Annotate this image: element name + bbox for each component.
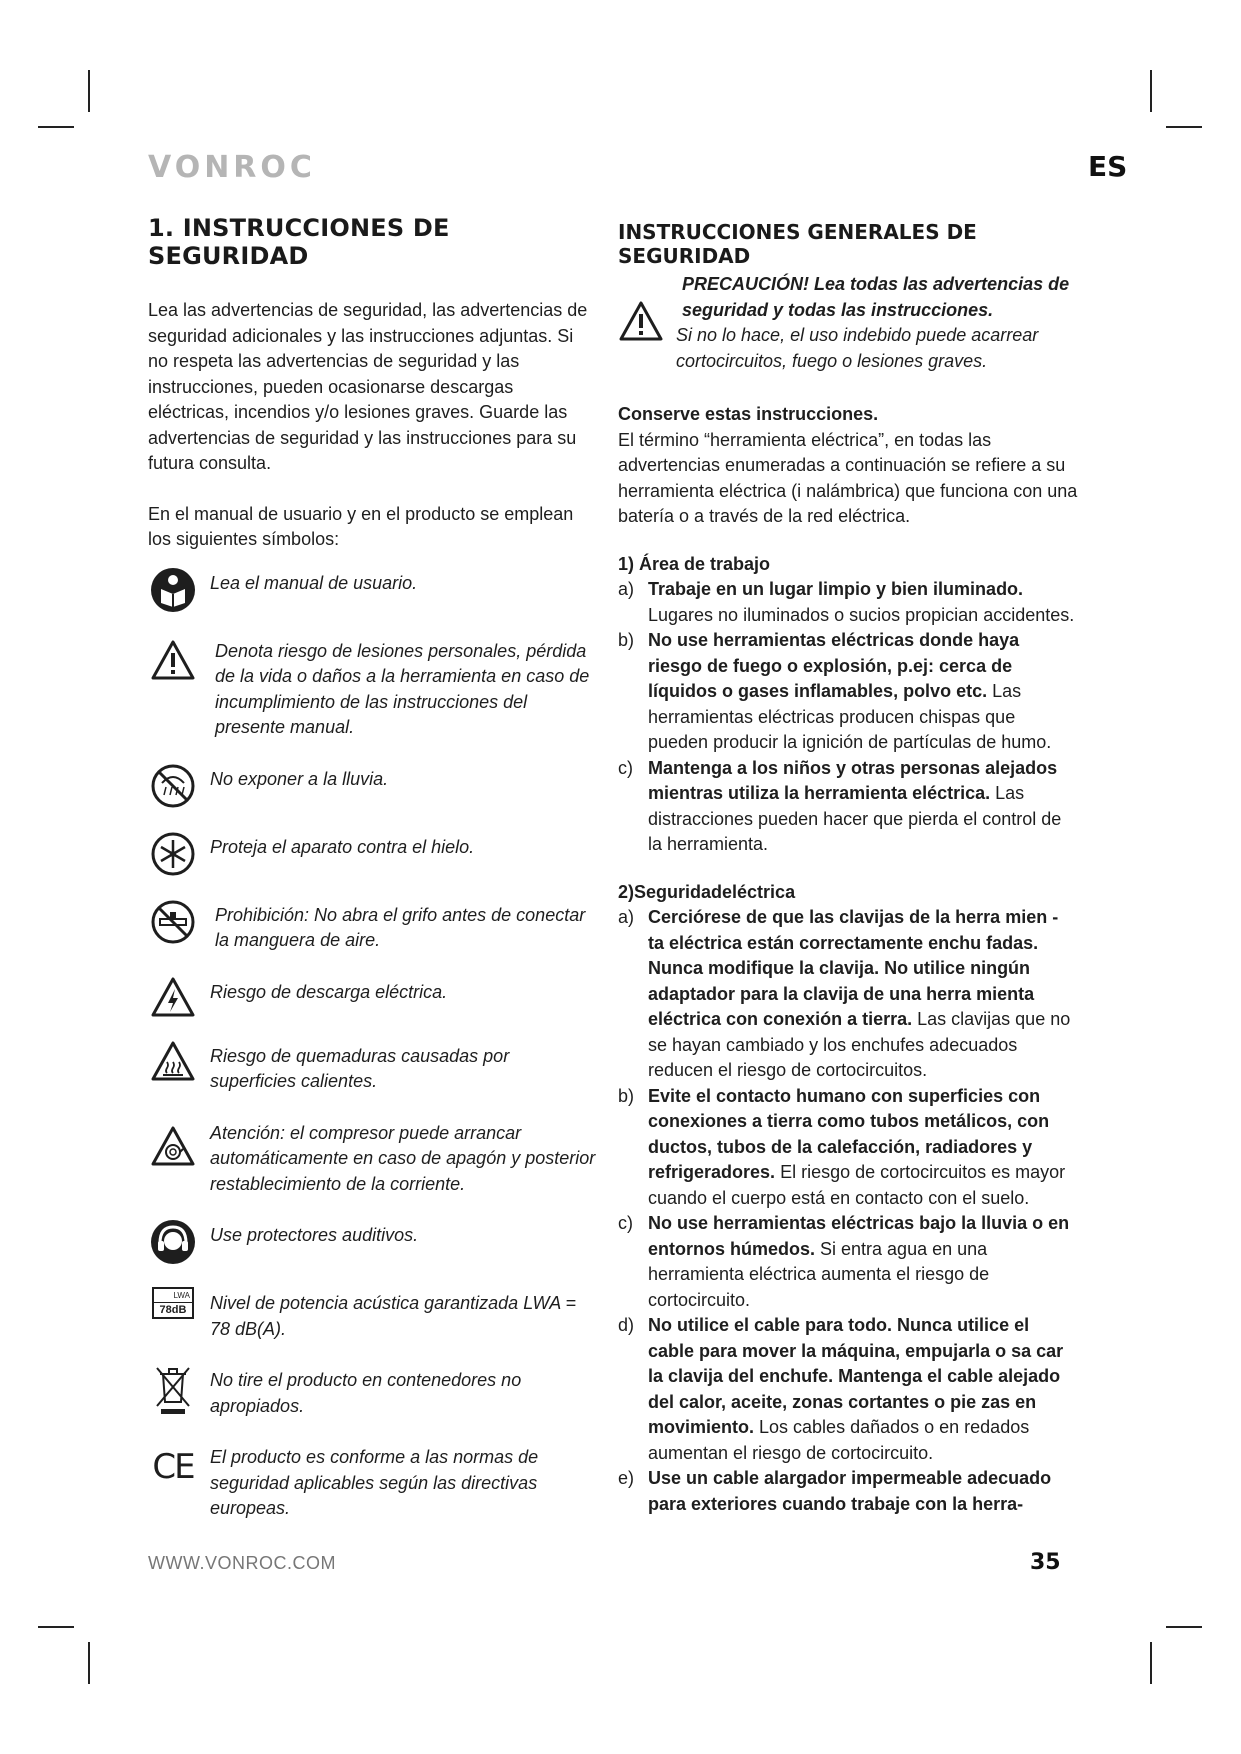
item-bold: No utilice el cable para todo. Nunca utilice el cable para mover la máquina, empujarla o sa car la clavija del enchufe. Mantenga el cable alejado del calor, aceite, zonas cortantes o pie zas en movimiento.	[648, 1315, 1064, 1437]
symbol-text: Atención: el compresor puede arrancar automáticamente en caso de apagón y posterior restablecimiento de la corriente.	[210, 1122, 596, 1194]
symbol-item	[148, 899, 598, 954]
item-text: Las clavijas que no se hayan cambiado y los enchufes adecuados reducen el riesgo de cortocircuitos.	[648, 1009, 1071, 1080]
general-safety-title: INSTRUCCIONES GENERALES DE SEGURIDAD	[618, 220, 977, 268]
sound-level-badge-value: 78dB	[159, 1304, 187, 1316]
symbol-text: Nivel de potencia acústica garantizada LWA = 78 dB(A).	[210, 1293, 577, 1339]
electric-shock-icon	[150, 976, 196, 1018]
list-item	[618, 1466, 1078, 1517]
crop-mark	[1166, 126, 1202, 128]
symbol-item	[148, 567, 598, 613]
symbol-text: Lea el manual de usuario.	[210, 572, 418, 593]
symbol-item	[148, 1364, 598, 1419]
symbol-item	[148, 1287, 598, 1342]
item-bold: Mantenga a los niños y otras personas alejados mientras utiliza la herramienta eléctrica.	[648, 757, 1058, 803]
item-text: Lugares no iluminados o sucios propician accidentes.	[648, 604, 1075, 625]
sound-level-badge-top: LWA	[154, 1289, 192, 1303]
symbol-text: El producto es conforme a las normas de seguridad aplicables según las directivas europeas.	[210, 1447, 539, 1518]
crop-mark	[1166, 1626, 1202, 1628]
crop-mark	[38, 126, 74, 128]
item-text: El riesgo de cortocircuitos es mayor cuando el cuerpo está en contacto con el suelo.	[648, 1162, 1066, 1208]
item-label: b)	[618, 1085, 635, 1106]
symbol-item	[148, 1117, 598, 1198]
item-text: Las distracciones pueden hacer que pierda el control de la herramienta.	[648, 783, 1062, 854]
item-text: Los cables dañados o en redados aumentan el riesgo de cortocircuito.	[648, 1417, 1030, 1463]
symbol-text: Prohibición: No abra el grifo antes de conectar la manguera de aire.	[215, 904, 586, 950]
list-item	[618, 1084, 1078, 1212]
symbol-item	[148, 1441, 598, 1522]
list-item	[618, 1313, 1078, 1466]
item-label: e)	[618, 1468, 635, 1488]
symbol-item	[148, 976, 598, 1018]
symbol-item	[148, 1040, 598, 1095]
section-heading: 1) Área de trabajo	[618, 553, 771, 574]
brand-logo: VONROC	[148, 150, 316, 185]
read-manual-icon	[150, 567, 196, 613]
warning-block	[618, 272, 1078, 374]
keep-instructions-text: El término “herramienta eléctrica”, en todas las advertencias enumeradas a continuación se refiere a su herramienta eléctrica (i nalámbrica) que funciona con una batería o a través de la red eléctrica.	[618, 429, 1078, 526]
list-item	[618, 756, 1078, 858]
auto-start-icon	[150, 1125, 196, 1167]
list-item	[618, 1211, 1078, 1313]
symbol-text: No tire el producto en contenedores no apropiados.	[210, 1370, 522, 1416]
symbol-text: Proteja el aparato contra el hielo.	[210, 836, 475, 857]
crop-mark	[1150, 70, 1152, 112]
section-title: 1. INSTRUCCIONES DE SEGURIDAD	[148, 214, 450, 270]
item-label: a)	[618, 907, 635, 927]
symbol-item	[148, 831, 598, 877]
item-bold: Cerciórese de que las clavijas de la herra mien - ta eléctrica están correctamente enchu fadas. Nunca modifique la clavija. No utilice ningún adaptador para la clavija de una herra mienta eléctrica con conexión a tierra.	[648, 907, 1059, 1029]
right-column	[618, 214, 1078, 1517]
item-text: Las herramientas eléctricas producen chispas que pueden producir la ignición de partículas de humo.	[648, 681, 1052, 752]
left-column	[148, 214, 598, 1544]
symbol-list	[148, 567, 598, 1522]
symbol-text: Denota riesgo de lesiones personales, pérdida de la vida o daños a la herramienta en caso de incumplimiento de las instrucciones del presente manual.	[215, 640, 590, 737]
footer-url: WWW.VONROC.COM	[148, 1553, 336, 1573]
symbol-item	[148, 763, 598, 809]
crop-mark	[1150, 1642, 1152, 1684]
symbols-intro: En el manual de usuario y en el producto se emplean los siguientes símbolos:	[148, 503, 574, 549]
list-item	[618, 905, 1078, 1084]
symbol-text: Riesgo de quemaduras causadas por superficies calientes.	[210, 1045, 510, 1091]
symbol-text: Use protectores auditivos.	[210, 1225, 419, 1245]
warning-title: PRECAUCIÓN! Lea todas las advertencias de seguridad y todas las instrucciones.	[682, 274, 1070, 320]
symbol-text: No exponer a la lluvia.	[210, 768, 389, 789]
symbol-item	[148, 1219, 598, 1265]
symbol-item	[148, 635, 598, 741]
item-label: c)	[618, 757, 633, 778]
list-item	[618, 628, 1078, 756]
warning-triangle-icon	[150, 639, 196, 681]
warning-triangle-icon	[618, 300, 664, 342]
frost-icon	[150, 831, 196, 877]
keep-instructions-title: Conserve estas instrucciones.	[618, 404, 879, 424]
hot-surface-icon	[150, 1040, 196, 1082]
crop-mark	[88, 70, 90, 112]
no-open-valve-icon	[150, 899, 196, 945]
no-rain-icon	[150, 763, 196, 809]
item-text: Si entra agua en una herramienta eléctrica aumenta el riesgo de cortocircuito.	[648, 1238, 990, 1310]
item-bold: Evite el contacto humano con superficies con conexiones a tierra como tubos metálicos, con ductos, tubos de la calefacción, radiadores y refrigeradores.	[648, 1085, 1050, 1182]
language-code: ES	[1088, 150, 1128, 183]
item-bold: Trabaje en un lugar limpio y bien iluminado.	[648, 579, 1024, 599]
item-label: d)	[618, 1315, 635, 1335]
item-bold: No use herramientas eléctricas bajo la lluvia o en entornos húmedos.	[648, 1213, 1070, 1259]
symbol-text: Riesgo de descarga eléctrica.	[210, 981, 448, 1002]
weee-bin-icon	[153, 1364, 193, 1416]
item-label: c)	[618, 1213, 633, 1233]
list-item	[618, 577, 1078, 628]
warning-text: Si no lo hace, el uso indebido puede acarrear cortocircuitos, fuego o lesiones graves.	[676, 325, 1039, 371]
item-bold: No use herramientas eléctricas donde haya riesgo de fuego o explosión, p.ej: cerca de líquidos o gases inflamables, polvo etc.	[648, 630, 1020, 701]
intro-paragraph: Lea las advertencias de seguridad, las advertencias de seguridad adicionales y las instrucciones adjuntas. Si no respeta las advertencias de seguridad y las instrucciones, pueden ocasionarse descargas eléctricas, incendios y/o lesiones graves. Guarde las advertencias de seguridad y las instrucciones para su futura consulta.	[148, 300, 588, 473]
ear-protection-icon	[150, 1219, 196, 1265]
crop-mark	[88, 1642, 90, 1684]
ce-mark-icon: CE	[152, 1447, 194, 1487]
item-bold: Use un cable alargador impermeable adecuado para exteriores cuando trabaje con la herra-	[648, 1468, 1052, 1514]
section-heading: 2)Seguridadeléctrica	[618, 881, 796, 902]
item-label: b)	[618, 630, 635, 650]
sound-level-icon	[148, 1287, 198, 1319]
crop-mark	[38, 1626, 74, 1628]
page-number: 35	[1030, 1550, 1061, 1575]
item-label: a)	[618, 579, 635, 599]
